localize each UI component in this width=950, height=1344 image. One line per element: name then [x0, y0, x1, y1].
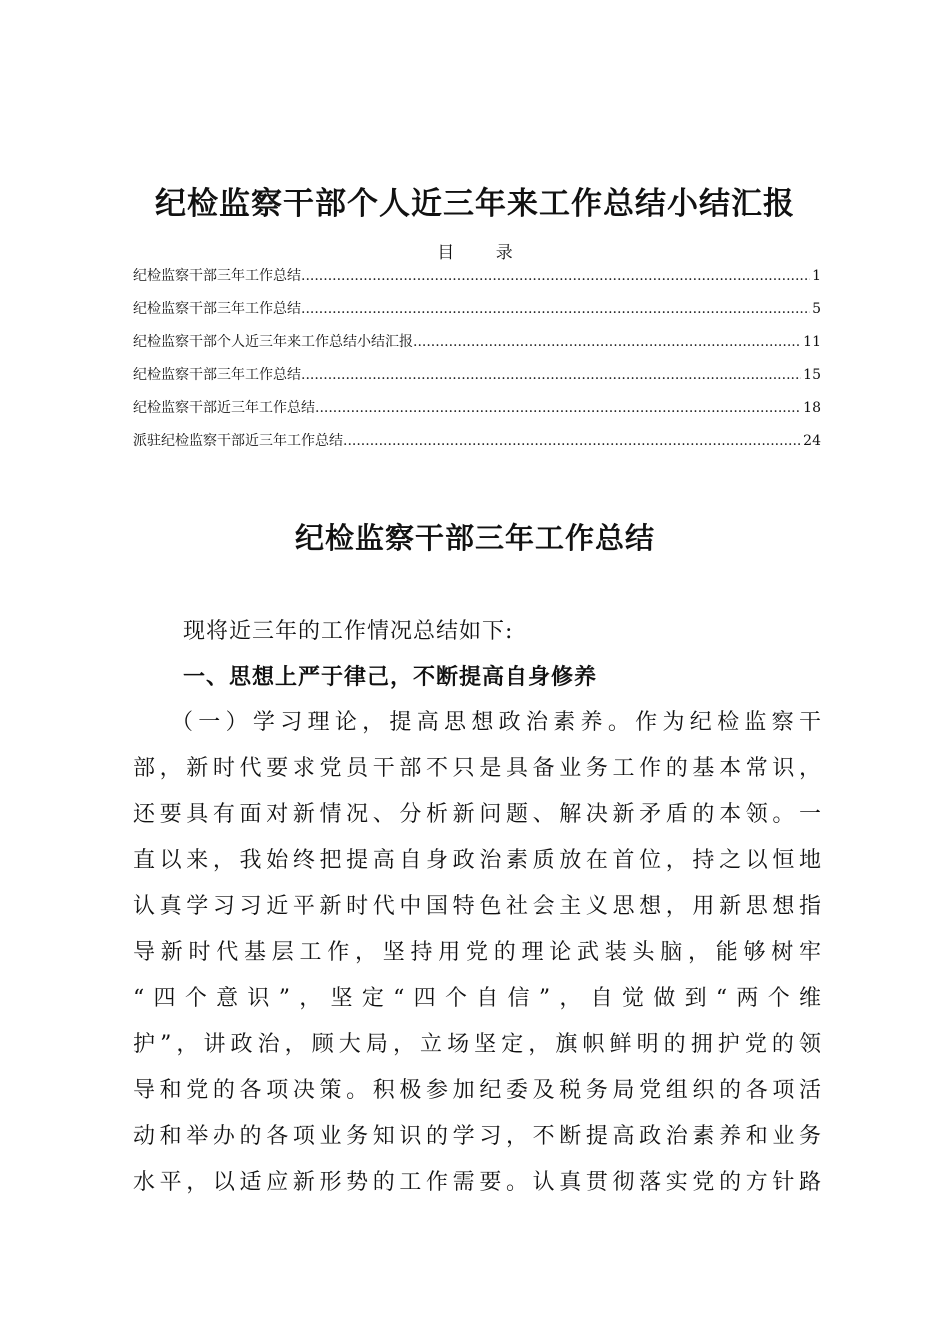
toc-entry-page: 15	[803, 367, 821, 383]
document-title: 纪检监察干部个人近三年来工作总结小结汇报	[155, 186, 795, 222]
toc-entry-label: 纪检监察干部三年工作总结	[133, 367, 301, 383]
toc-entry-page: 11	[803, 334, 821, 350]
toc-leader-dots	[301, 299, 810, 319]
toc-leader-dots	[343, 431, 801, 451]
toc-entry-page: 24	[803, 433, 821, 449]
body-line: 导新时代基层工作，坚持用党的理论武装头脑，能够树牢	[133, 940, 821, 965]
body-line: 直以来，我始终把提高自身政治素质放在首位，持之以恒地	[133, 848, 821, 873]
toc-leader-dots	[301, 365, 801, 385]
body-line: 部，新时代要求党员干部不只是具备业务工作的基本常识，	[133, 756, 821, 781]
toc-entry-label: 派驻纪检监察干部近三年工作总结	[133, 433, 343, 449]
toc-leader-dots	[315, 398, 801, 418]
toc-entry[interactable]	[133, 332, 821, 365]
intro-paragraph: 现将近三年的工作情况总结如下:	[183, 619, 514, 644]
toc-entry-page: 1	[812, 268, 821, 284]
toc-entry-label: 纪检监察干部近三年工作总结	[133, 400, 315, 416]
toc-entry[interactable]	[133, 398, 821, 431]
body-line: 还要具有面对新情况、分析新问题、解决新矛盾的本领。一	[133, 802, 821, 827]
toc-entry[interactable]	[133, 431, 821, 464]
body-paragraph	[133, 705, 821, 1211]
body-line: 导和党的各项决策。积极参加纪委及税务局党组织的各项活	[133, 1078, 821, 1103]
section-subheading: 一、思想上严于律己，不断提高自身修养	[183, 664, 598, 690]
toc-entry-page: 18	[803, 400, 821, 416]
toc-leader-dots	[413, 332, 801, 352]
body-line: 动和举办的各项业务知识的学习，不断提高政治素养和业务	[133, 1124, 821, 1149]
body-line: “四个意识”，坚定“四个自信”，自觉做到“两个维	[133, 986, 821, 1011]
toc-entry-label: 纪检监察干部三年工作总结	[133, 301, 301, 317]
toc-entry[interactable]	[133, 365, 821, 398]
toc-heading: 目 录	[437, 243, 531, 263]
toc-entry-label: 纪检监察干部三年工作总结	[133, 268, 301, 284]
body-line: （一）学习理论，提高思想政治素养。作为纪检监察干	[171, 710, 821, 735]
toc-entry-page: 5	[812, 301, 821, 317]
section-title: 纪检监察干部三年工作总结	[294, 521, 655, 555]
toc-entry[interactable]	[133, 266, 821, 299]
table-of-contents	[133, 266, 821, 464]
toc-entry[interactable]	[133, 299, 821, 332]
body-line: 水平，以适应新形势的工作需要。认真贯彻落实党的方针路	[133, 1170, 821, 1195]
toc-leader-dots	[301, 266, 810, 286]
toc-entry-label: 纪检监察干部个人近三年来工作总结小结汇报	[133, 334, 413, 350]
body-line: 护”，讲政治，顾大局，立场坚定，旗帜鲜明的拥护党的领	[133, 1032, 821, 1057]
body-line: 认真学习习近平新时代中国特色社会主义思想，用新思想指	[133, 894, 821, 919]
